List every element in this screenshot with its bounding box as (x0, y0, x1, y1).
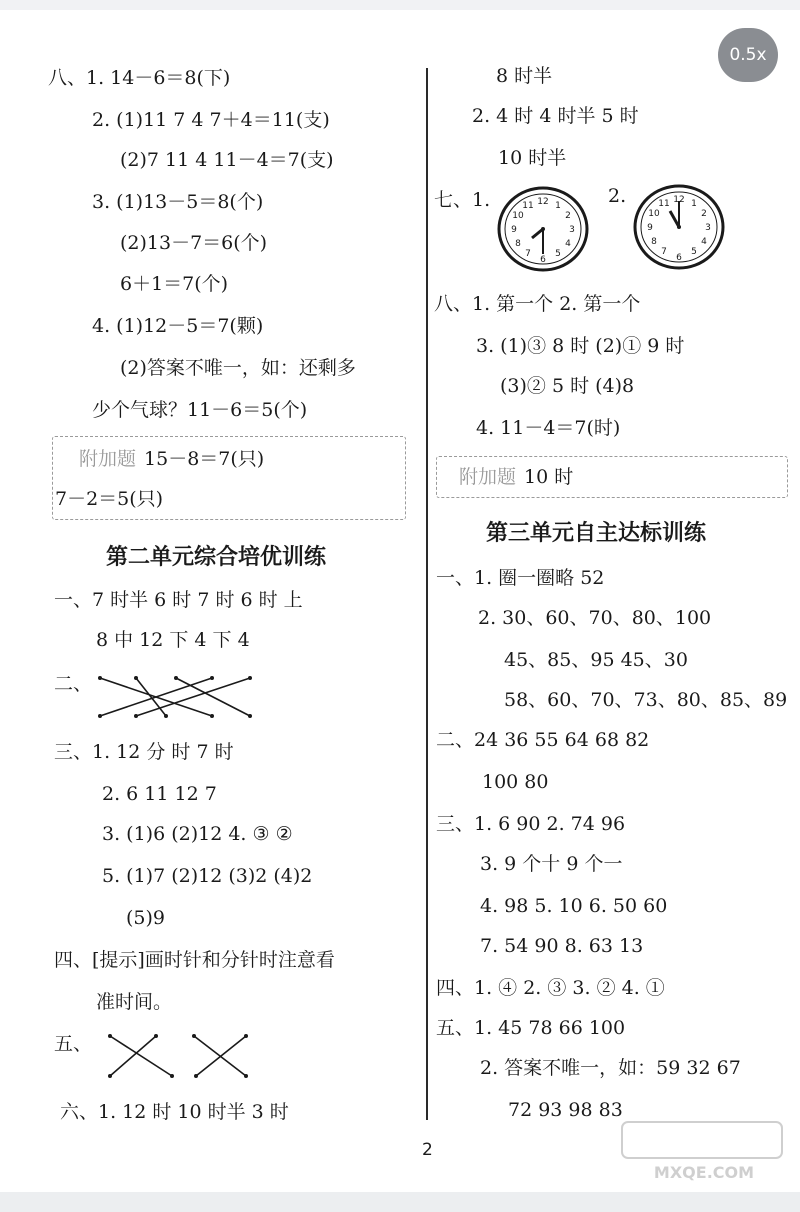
answer-line: 八、1. 14－6＝8(下) (48, 67, 231, 89)
section-heading: 第三单元自主达标训练 (486, 521, 707, 546)
answer-line: 10 时半 (498, 147, 567, 169)
section-heading: 第二单元综合培优训练 (106, 545, 327, 570)
watermark-logo (620, 1118, 790, 1192)
bonus-label: 附加题 (79, 448, 137, 470)
svg-text:1: 1 (555, 201, 561, 211)
answer-line: 4. 11－4＝7(时) (476, 417, 621, 439)
svg-text:7: 7 (525, 249, 531, 259)
answer-line: 七、1. (434, 189, 491, 211)
answer-line: 三、1. 6 90 2. 74 96 (436, 813, 626, 835)
bonus-question-box (52, 436, 406, 520)
bonus-question-box (436, 456, 788, 498)
svg-text:12: 12 (537, 197, 549, 207)
svg-text:5: 5 (691, 247, 697, 257)
answer-line: 6＋1＝7(个) (120, 273, 229, 295)
answer-line: 二、 (54, 673, 93, 695)
svg-text:3: 3 (569, 225, 575, 235)
top-band (0, 0, 800, 10)
answer-line: 准时间。 (96, 991, 173, 1013)
svg-text:7: 7 (661, 247, 667, 257)
answer-line: 58、60、70、73、80、85、89 (504, 689, 788, 711)
svg-text:4: 4 (701, 237, 707, 247)
svg-text:MXQE.COM: MXQE.COM (653, 1163, 755, 1182)
svg-text:9: 9 (647, 223, 653, 233)
answer-line: 45、85、95 45、30 (504, 649, 688, 671)
answer-line: 3. (1)6 (2)12 4. ③ ② (102, 823, 293, 845)
answer-line: 二、24 36 55 64 68 82 (436, 729, 650, 751)
answer-line: 8 时半 (496, 65, 553, 87)
svg-text:1: 1 (691, 199, 697, 209)
answer-line: (5)9 (126, 907, 166, 929)
answer-line: (2)答案不唯一，如：还剩多 (120, 357, 356, 379)
answer-line: 一、7 时半 6 时 7 时 6 时 上 (54, 589, 303, 611)
answer-line: (3)② 5 时 (4)8 (500, 375, 635, 397)
answer-line: 六、1. 12 时 10 时半 3 时 (60, 1101, 289, 1123)
clock-face-icon (496, 186, 590, 272)
svg-text:3: 3 (705, 223, 711, 233)
answer-line: 2. (608, 185, 627, 207)
bonus-answer: 7－2＝5(只) (55, 488, 164, 510)
answer-line: 3. (1)③ 8 时 (2)① 9 时 (476, 335, 685, 357)
svg-text:12: 12 (673, 195, 685, 205)
svg-text:2: 2 (565, 211, 571, 221)
svg-text:8: 8 (651, 237, 657, 247)
answer-line: 2. 答案不唯一，如：59 32 67 (480, 1057, 741, 1079)
answer-line: 4. (1)12－5＝7(颗) (92, 315, 264, 337)
playback-speed-badge[interactable]: 0.5x (718, 28, 778, 82)
answer-line: 2. 6 11 12 7 (102, 783, 217, 805)
svg-text:6: 6 (540, 255, 546, 265)
svg-text:9: 9 (511, 225, 517, 235)
answer-line: 72 93 98 83 (508, 1099, 623, 1121)
answer-line: (2)13－7＝6(个) (120, 232, 268, 254)
svg-text:10: 10 (648, 209, 660, 219)
answer-line: 一、1. 圈一圈略 52 (436, 567, 605, 589)
bottom-band (0, 1192, 800, 1212)
answer-line: 7. 54 90 8. 63 13 (480, 935, 644, 957)
bonus-answer: 15－8＝7(只) (144, 448, 265, 470)
svg-text:2: 2 (701, 209, 707, 219)
answer-line: 四、1. ④ 2. ③ 3. ② 4. ① (436, 977, 665, 999)
svg-text:11: 11 (522, 201, 534, 211)
bonus-label: 附加题 (459, 466, 517, 488)
answer-line: 少个气球？11－6＝5(个) (92, 399, 308, 421)
bonus-answer: 10 时 (524, 466, 574, 488)
answer-line: 2. (1)11 7 4 7＋4＝11(支) (92, 109, 330, 131)
svg-text:10: 10 (512, 211, 524, 221)
answer-line: 2. 4 时 4 时半 5 时 (472, 105, 639, 127)
answer-line: (2)7 11 4 11－4＝7(支) (120, 149, 334, 171)
svg-text:5: 5 (555, 249, 561, 259)
answer-line: 五、 (54, 1033, 93, 1055)
svg-text:4: 4 (565, 239, 571, 249)
answer-line: 5. (1)7 (2)12 (3)2 (4)2 (102, 865, 313, 887)
answer-line: 三、1. 12 分 时 7 时 (54, 741, 234, 763)
answer-line: 四、[提示]画时针和分针时注意看 (54, 949, 335, 971)
answer-line: 4. 98 5. 10 6. 50 60 (480, 895, 668, 917)
svg-text:11: 11 (658, 199, 670, 209)
answer-line: 2. 30、60、70、80、100 (478, 607, 712, 629)
clock-face-icon (632, 184, 726, 270)
svg-text:8: 8 (515, 239, 521, 249)
answer-line: 八、1. 第一个 2. 第一个 (434, 293, 641, 315)
answer-line: 五、1. 45 78 66 100 (436, 1017, 626, 1039)
answer-line: 8 中 12 下 4 下 4 (96, 629, 250, 651)
svg-text:6: 6 (676, 253, 682, 263)
answer-line: 100 80 (482, 771, 549, 793)
answer-line: 3. (1)13－5＝8(个) (92, 191, 264, 213)
answer-line: 3. 9 个十 9 个一 (480, 853, 623, 875)
column-divider (426, 68, 428, 1120)
page-number: 2 (422, 1140, 433, 1160)
